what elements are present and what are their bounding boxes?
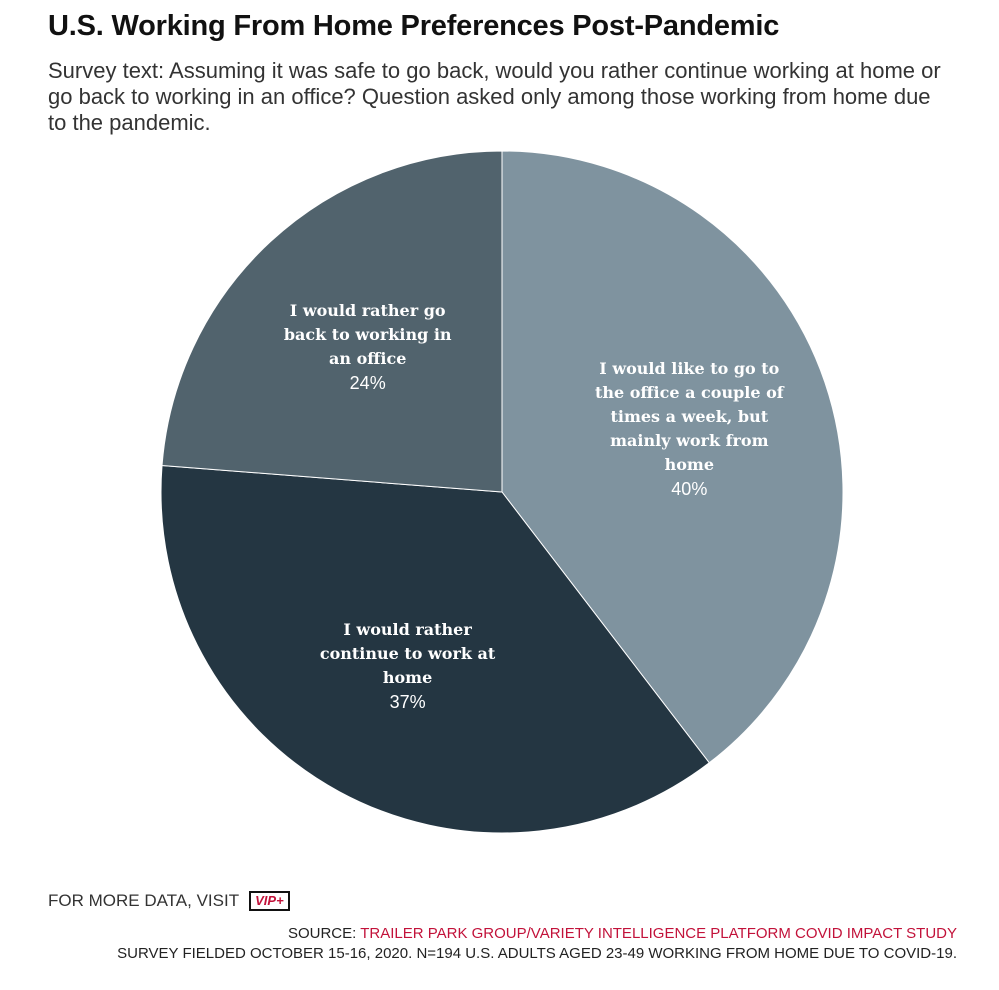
vip-plus-logo[interactable]: [249, 891, 290, 911]
chart-subtitle: Survey text: Assuming it was safe to go back, would you rather continue working at home or go back to working in an office? Question asked only among those working from home due to the pandemic.: [48, 58, 941, 135]
slice-label-3: [278, 299, 458, 395]
slice-value: 24%: [349, 372, 386, 393]
slice-label-2: [318, 618, 498, 714]
source-prefix: SOURCE:: [287, 925, 361, 942]
vip-logo-text: VIP+: [255, 893, 284, 908]
source-link[interactable]: TRAILER PARK GROUP/VARIETY INTELLIGENCE PLATFORM COVID IMPACT STUDY: [360, 925, 957, 942]
slice-category: I would like to go to the office a couple of times a week, but mainly work from home: [594, 358, 784, 474]
source-line: [37, 924, 957, 944]
slice-label-1: [594, 357, 784, 501]
slice-category: I would rather continue to work at home: [319, 619, 496, 687]
slice-value: 40%: [671, 478, 708, 499]
more-data-text: FOR MORE DATA, VISIT: [48, 891, 240, 910]
survey-note: SURVEY FIELDED OCTOBER 15-16, 2020. N=194 U.S. ADULTS AGED 23-49 WORKING FROM HOME DUE TO COVID-19.: [117, 945, 957, 962]
slice-value: 37%: [389, 691, 426, 712]
slice-category: I would rather go back to working in an office: [283, 300, 452, 368]
source-note: [37, 924, 957, 964]
chart-title: U.S. Working From Home Preferences Post-Pandemic: [48, 10, 780, 42]
more-data-line: [48, 891, 290, 911]
